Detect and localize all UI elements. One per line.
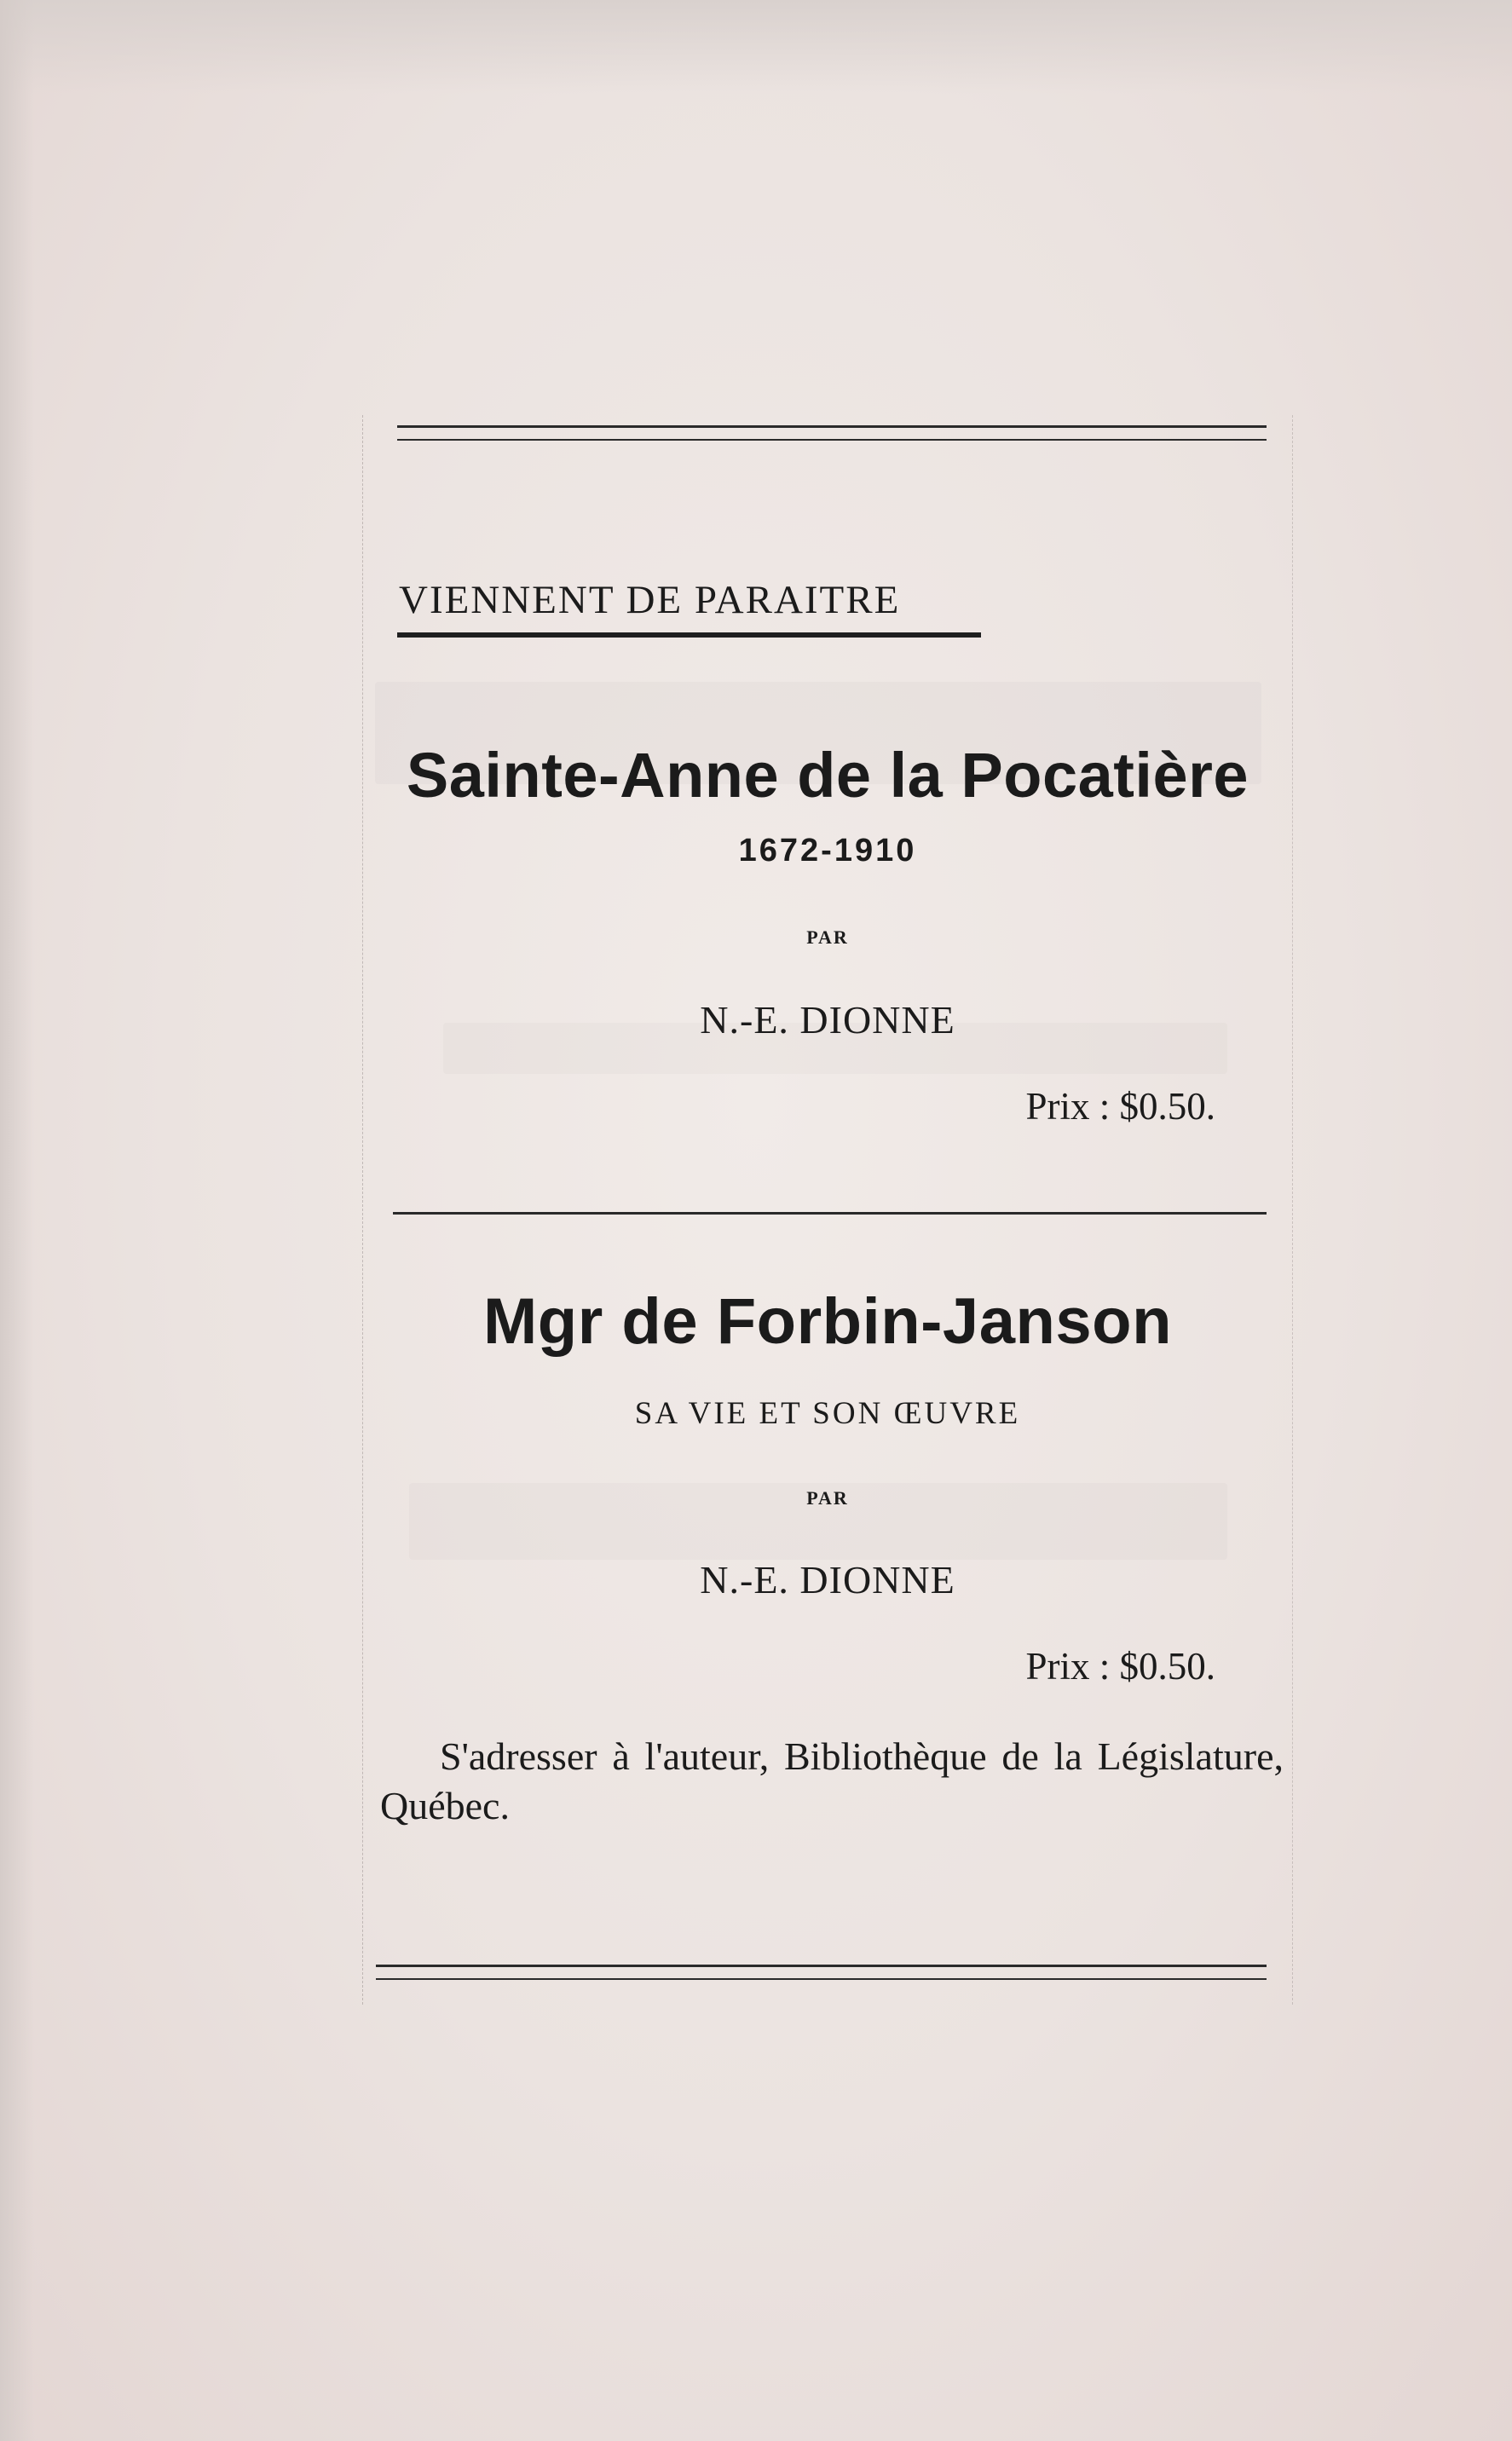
top-double-rule-upper [397, 425, 1267, 428]
heading-underline [397, 632, 981, 638]
bottom-double-rule-lower [376, 1978, 1267, 1980]
advertisement-box [362, 415, 1293, 2005]
section-divider [393, 1212, 1267, 1215]
book2-title: Mgr de Forbin-Janson [483, 1285, 1172, 1358]
contact-note: S'adresser à l'auteur, Bibliothèque de la Législature, Québec. [380, 1734, 1284, 1827]
book2-subtitle: SA VIE ET SON ŒUVRE [634, 1396, 1021, 1431]
book1-dates: 1672-1910 [738, 833, 917, 868]
book1-price: Prix : $0.50. [1025, 1085, 1215, 1128]
bottom-double-rule-upper [376, 1965, 1267, 1967]
book1-by-label: PAR [806, 926, 849, 948]
page-edge-shadow-left [0, 0, 34, 2441]
page-edge-shadow-top [0, 0, 1512, 94]
top-double-rule-lower [397, 439, 1267, 441]
book2-price: Prix : $0.50. [1025, 1645, 1215, 1688]
book2-author: N.-E. DIONNE [700, 1558, 955, 1601]
book1-title: Sainte-Anne de la Pocatière [406, 740, 1249, 811]
book1-author: N.-E. DIONNE [700, 998, 955, 1042]
book2-by-label: PAR [806, 1487, 849, 1509]
ad-heading: VIENNENT DE PARAITRE [399, 578, 901, 622]
